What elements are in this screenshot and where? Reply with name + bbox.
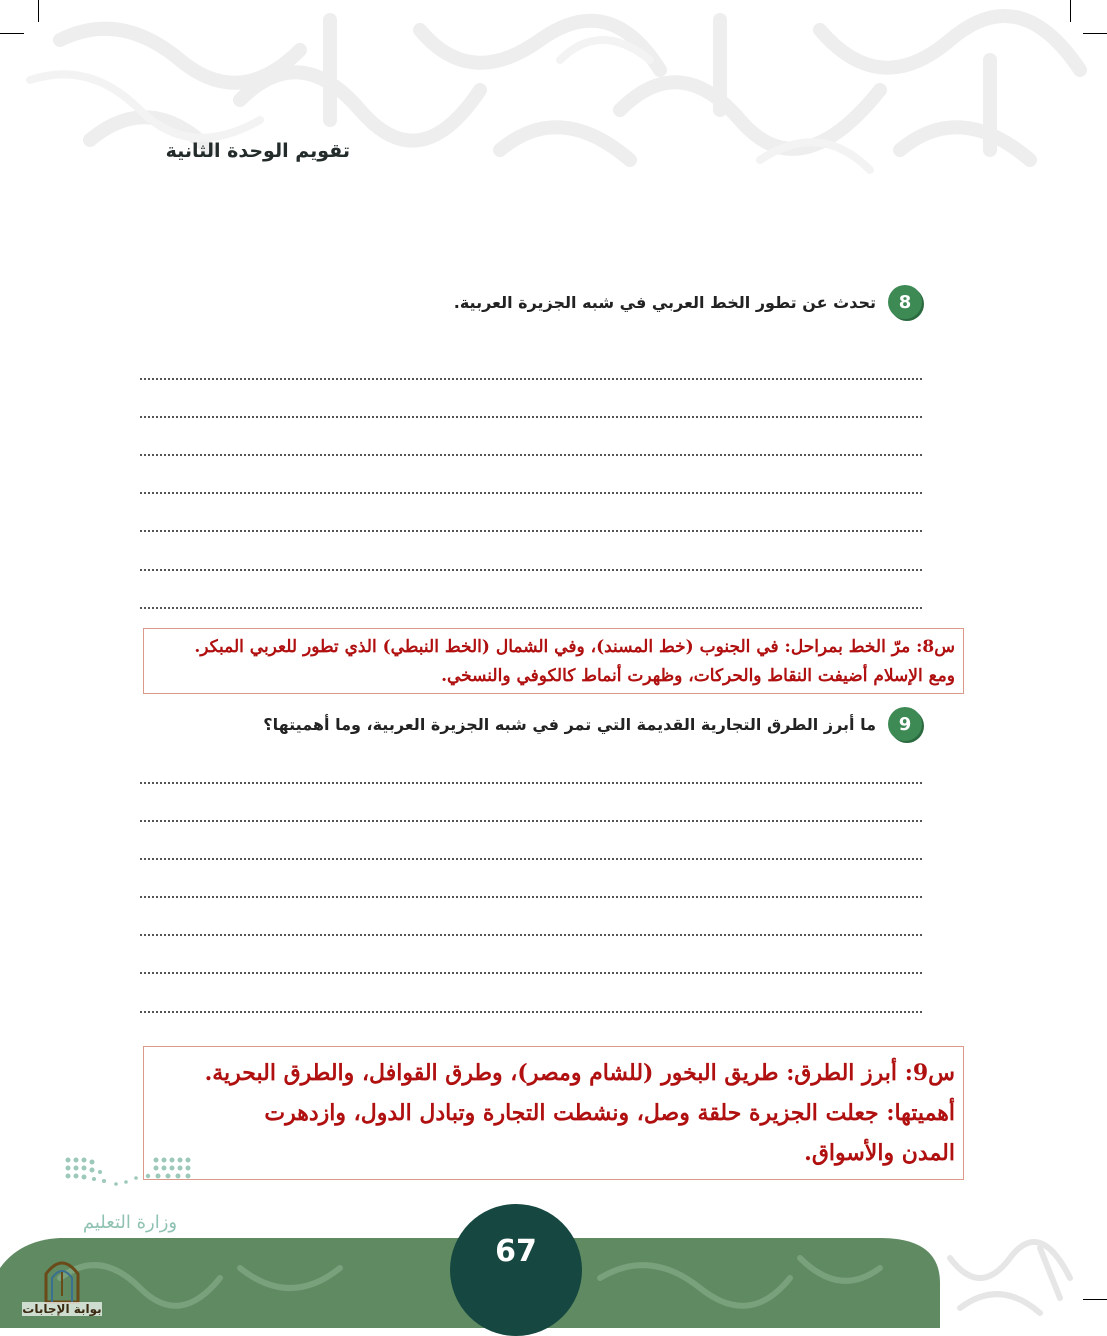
portal-arch-icon: [22, 1252, 102, 1304]
answer-box-8: [143, 628, 964, 694]
answer-text: س9: أبرز الطرق: طريق البخور (للشام ومصر)، وطرق القوافل، والطرق البحرية.: [204, 1060, 955, 1086]
answer-line: [140, 896, 922, 898]
answer-line: [140, 454, 922, 456]
answer-line: [140, 858, 922, 860]
question-number-badge: 8: [888, 285, 922, 319]
answer-line: [140, 607, 922, 609]
portal-name: بوابة الإجابات: [22, 1302, 102, 1316]
answer-line: [140, 416, 922, 418]
ministry-name: وزارة التعليم: [82, 1212, 178, 1233]
portal-logo: [22, 1252, 102, 1322]
answer-line: [140, 1011, 922, 1013]
answer-text: المدن والأسواق.: [804, 1140, 955, 1166]
question-9: [263, 707, 922, 741]
question-text: ما أبرز الطرق التجارية القديمة التي تمر في شبه الجزيرة العربية، وما أهميتها؟: [263, 714, 876, 734]
ministry-logo: [60, 1150, 210, 1240]
answer-line: [140, 820, 922, 822]
answer-line: [140, 782, 922, 784]
answer-line: [140, 569, 922, 571]
answer-line: [140, 934, 922, 936]
unit-title: تقويم الوحدة الثانية: [165, 140, 350, 162]
answer-text: س8: مرّ الخط بمراحل: في الجنوب (خط المسند)، وفي الشمال (الخط النبطي) الذي تطور للعربي المبكر.: [194, 637, 955, 657]
question-text: تحدث عن تطور الخط العربي في شبه الجزيرة العربية.: [453, 292, 876, 312]
answer-line: [140, 530, 922, 532]
ministry-dots-icon: [60, 1150, 200, 1200]
answer-text: ومع الإسلام أضيفت النقاط والحركات، وظهرت أنماط كالكوفي والنسخي.: [441, 666, 955, 686]
header-calligraphy-pattern: [0, 0, 1107, 260]
answer-line: [140, 378, 922, 380]
page-number: 67: [450, 1204, 582, 1336]
answer-text: أهميتها: جعلت الجزيرة حلقة وصل، ونشطت التجارة وتبادل الدول، وازدهرت: [264, 1100, 955, 1126]
question-number-badge: 9: [888, 707, 922, 741]
answer-line: [140, 972, 922, 974]
answer-line: [140, 492, 922, 494]
answer-box-9: [143, 1046, 964, 1180]
question-8: [454, 285, 922, 319]
